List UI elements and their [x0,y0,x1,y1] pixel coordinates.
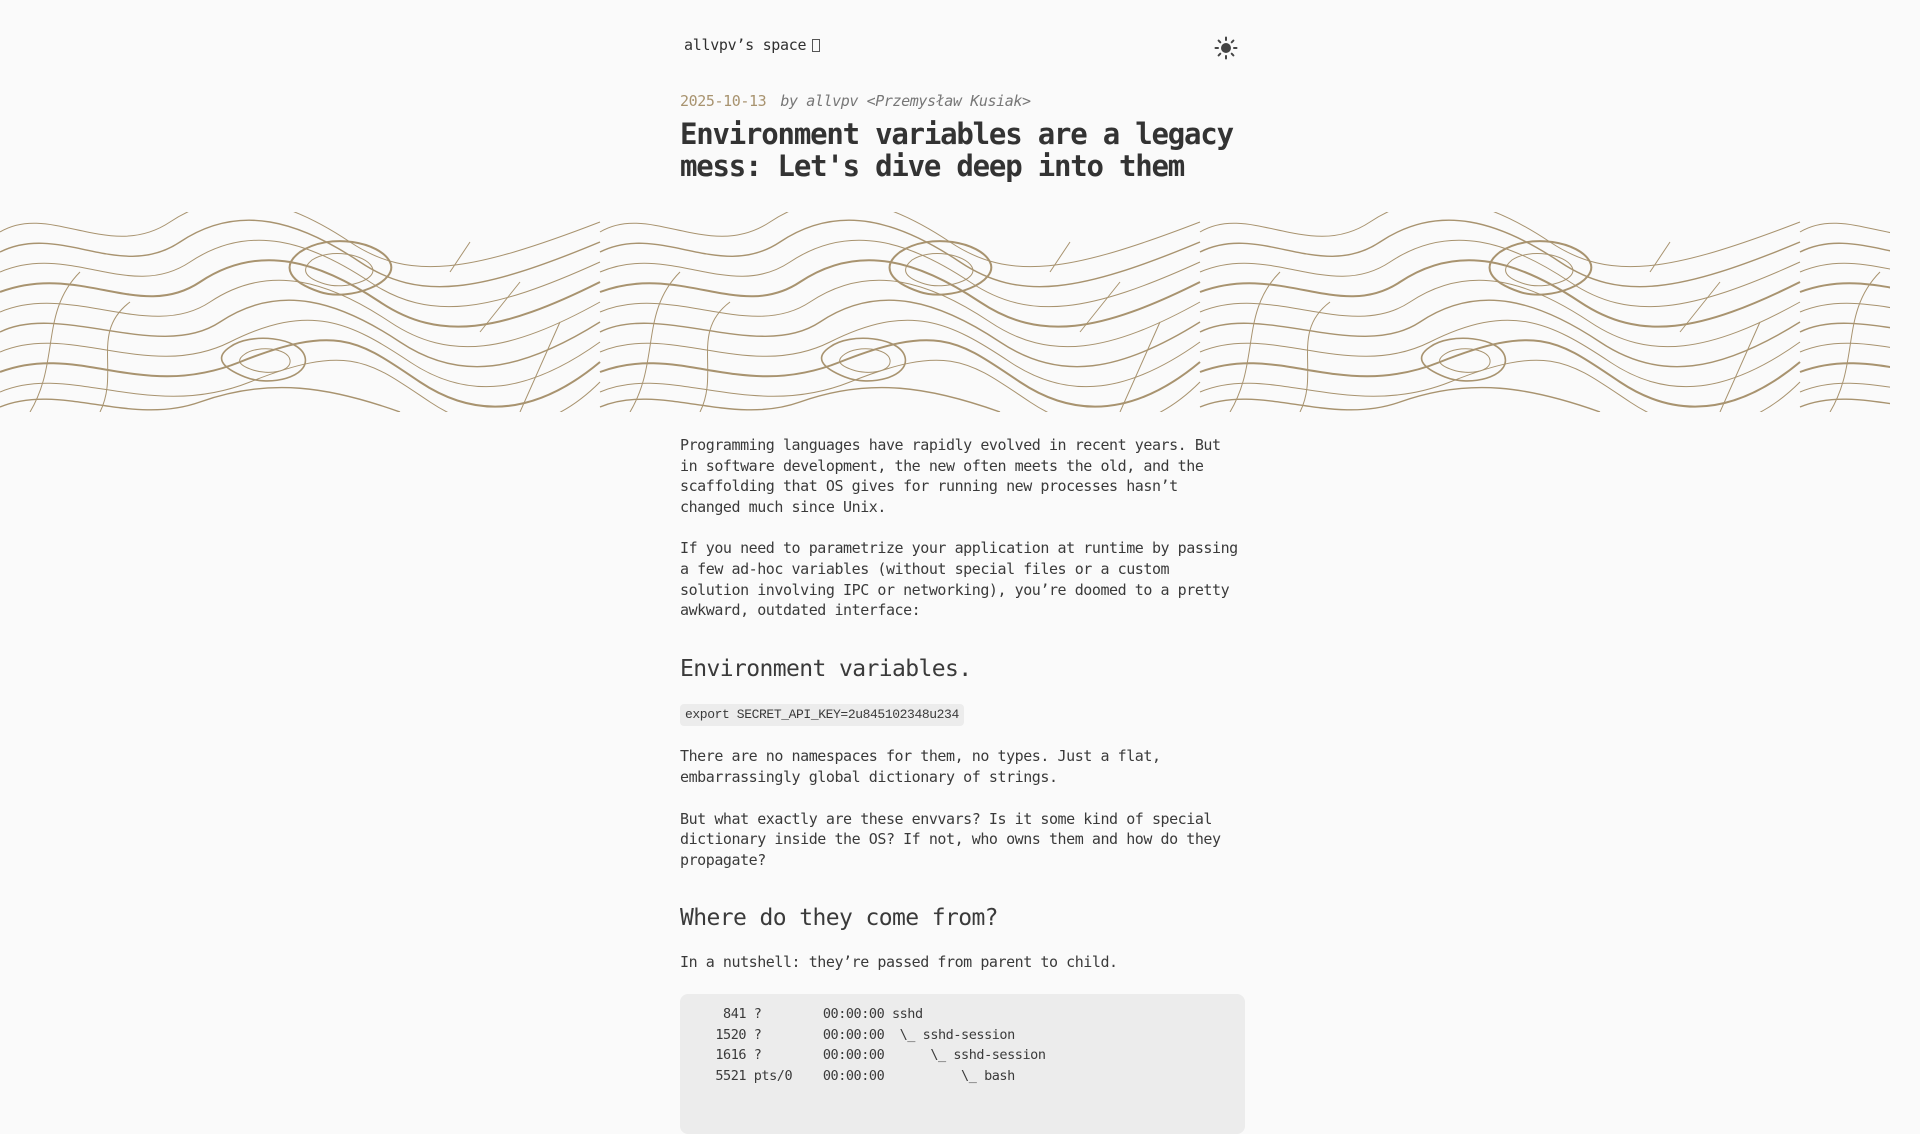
paragraph: In a nutshell: they’re passed from parent to child. [680,953,1118,972]
site-title-link[interactable] [684,36,820,54]
post-title: Environment variables are a legacy mess: Let's dive deep into them [680,117,1233,183]
topographic-pattern [0,212,1890,412]
paragraph: Programming languages have rapidly evolved in recent years. But in software development, the new often meets the old, and the scaffolding that OS gives for running new processes hasn’t changed much since Unix. [680,436,1221,516]
paragraph: But what exactly are these envvars? Is it some kind of special dictionary inside the OS? If not, who owns them and how do they propagate? [680,809,1221,869]
section-heading: Environment variables. [680,655,972,682]
topographic-banner [0,212,1890,412]
theme-toggle-button[interactable] [1212,34,1240,62]
post-content [680,435,1245,1134]
section-heading: Where do they come from? [680,905,998,932]
site-title-text: allvpv’s space [684,36,807,54]
site-header [680,32,1240,66]
missing-glyph-icon [812,39,820,52]
code-block: 841 ? 00:00:00 sshd 1520 ? 00:00:00 \_ sshd-session 1616 ? 00:00:00 \_ sshd-session 5521 pts/0 00:00:00 \_ bash [680,994,1245,1134]
post-author: by allvpv <Przemysław Kusiak> [780,92,1031,110]
post-date: 2025-10-13 [680,92,767,110]
paragraph: If you need to parametrize your application at runtime by passing a few ad-hoc variables (without special files or a custom solution involving IPC or networking), you’re doomed to a pretty awkward, outdated interface: [680,539,1238,620]
paragraph: There are no namespaces for them, no types. Just a flat, embarrassingly global dictionary of strings. [680,747,1161,786]
sun-icon [1214,36,1238,60]
post-meta [680,92,1031,110]
inline-code: export SECRET_API_KEY=2u845102348u234 [680,704,964,727]
